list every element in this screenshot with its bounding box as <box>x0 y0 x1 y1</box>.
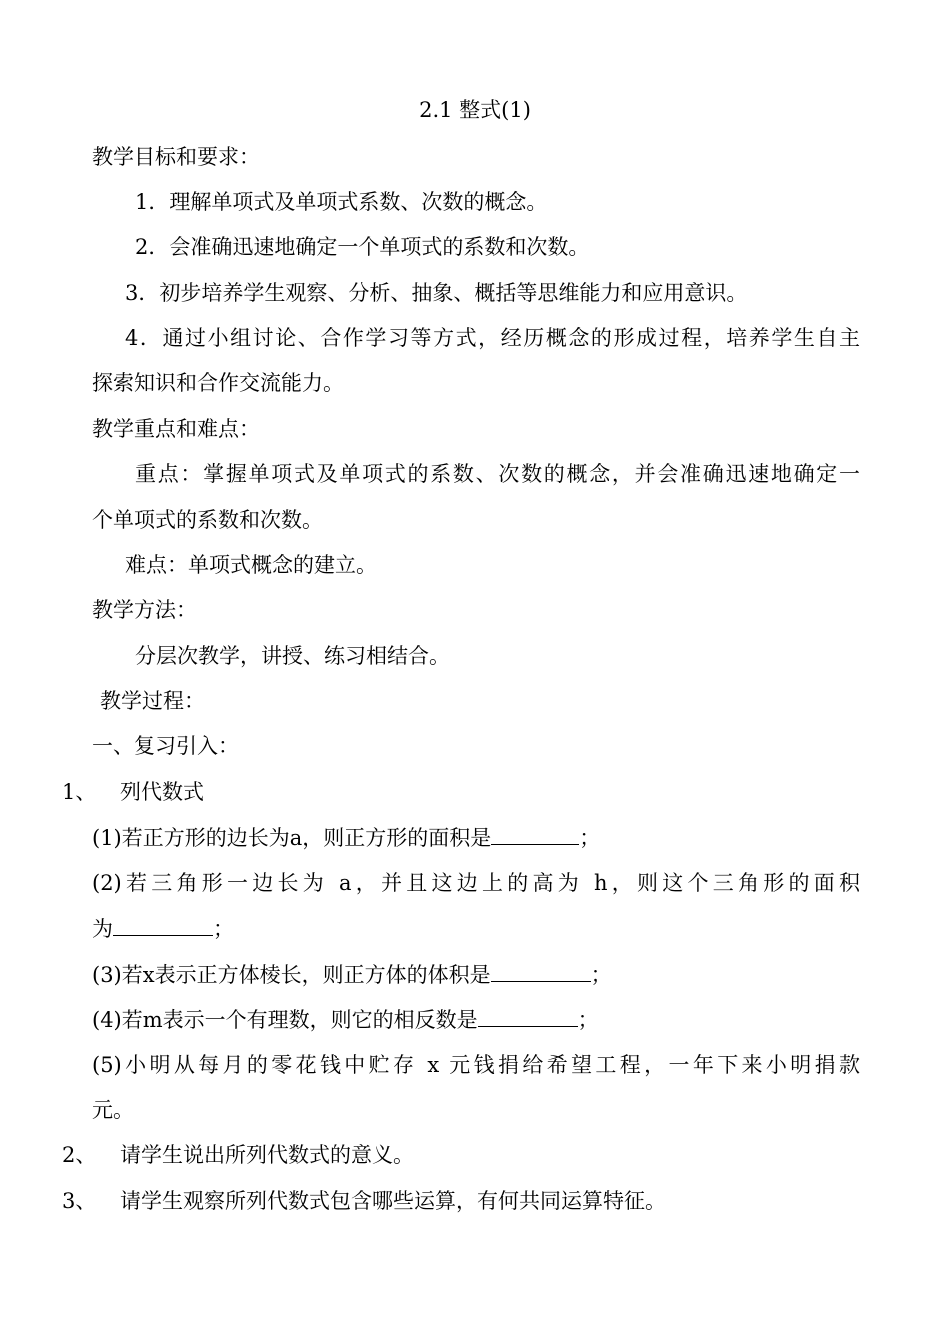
question-end: ； <box>577 1008 599 1032</box>
objective-item: 4．通过小组讨论、合作学习等方式，经历概念的形成过程，培养学生自主 <box>125 326 860 350</box>
answer-blank[interactable] <box>478 1004 578 1027</box>
answer-blank[interactable] <box>491 822 579 845</box>
part1-heading: 一、复习引入： <box>92 734 239 758</box>
objective-item: 3．初步培养学生观察、分析、抽象、概括等思维能力和应用意识。 <box>125 281 748 305</box>
objective-item: 2．会准确迅速地确定一个单项式的系数和次数。 <box>135 235 590 259</box>
key-points-heading: 教学重点和难点： <box>92 417 260 441</box>
key-point-text: 重点：掌握单项式及单项式的系数、次数的概念，并会准确迅速地确定一 <box>135 462 860 486</box>
method-text: 分层次教学，讲授、练习相结合。 <box>135 644 450 668</box>
list-item-1 <box>62 777 204 807</box>
question-end: ； <box>213 917 234 941</box>
answer-blank[interactable] <box>491 959 591 982</box>
question-text: (3)若x表示正方体棱长，则正方体的体积是 <box>92 963 491 987</box>
question-3 <box>92 959 612 989</box>
list-number: 2、 <box>62 1143 97 1167</box>
question-5-line1: (5)小明从每月的零花钱中贮存 x 元钱捐给希望工程，一年下来小明捐款 <box>92 1053 860 1077</box>
list-text: 请学生观察所列代数式包含哪些运算，有何共同运算特征。 <box>120 1189 666 1213</box>
question-4 <box>92 1004 599 1034</box>
page-title: 2.1 整式(1) <box>419 98 531 122</box>
key-point-text-continued: 个单项式的系数和次数。 <box>92 508 323 532</box>
answer-blank[interactable] <box>113 913 213 936</box>
list-number: 3、 <box>62 1189 97 1213</box>
question-2-line2 <box>92 913 234 943</box>
list-item-2 <box>62 1140 414 1170</box>
objectives-heading: 教学目标和要求： <box>92 145 260 169</box>
question-text: 为 <box>92 917 113 941</box>
question-2-line1: (2)若三角形一边长为 a，并且这边上的高为 h，则这个三角形的面积 <box>92 871 860 895</box>
question-end: ； <box>579 826 601 850</box>
question-text: (4)若m表示一个有理数，则它的相反数是 <box>92 1008 478 1032</box>
question-end: ； <box>590 963 612 987</box>
list-number: 1、 <box>62 780 97 804</box>
objective-item: 1．理解单项式及单项式系数、次数的概念。 <box>135 190 548 214</box>
objective-item-continued: 探索知识和合作交流能力。 <box>92 371 344 395</box>
difficulty-text: 难点：单项式概念的建立。 <box>125 553 377 577</box>
method-heading: 教学方法： <box>92 598 197 622</box>
question-1 <box>92 822 600 852</box>
process-heading: 教学过程： <box>100 689 205 713</box>
list-text: 列代数式 <box>120 780 204 804</box>
list-text: 请学生说出所列代数式的意义。 <box>120 1143 414 1167</box>
list-item-3 <box>62 1186 666 1216</box>
question-text: (1)若正方形的边长为a，则正方形的面积是 <box>92 826 492 850</box>
question-5-line2: 元。 <box>92 1098 134 1122</box>
